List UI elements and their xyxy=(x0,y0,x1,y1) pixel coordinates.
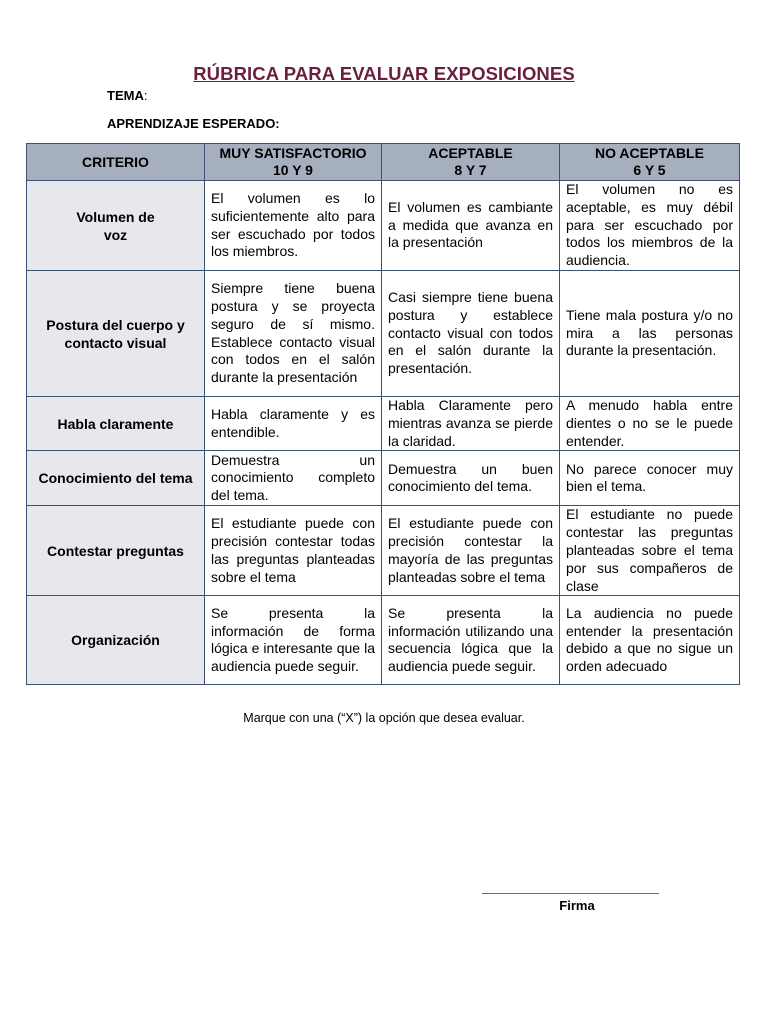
rubric-table xyxy=(26,143,740,685)
table-row xyxy=(27,596,740,685)
header-criterio: CRITERIO xyxy=(27,144,205,181)
aceptable-cell: Demuestra un buen conocimiento del tema. xyxy=(382,451,560,506)
aceptable-cell: El volumen es cambiante a medida que avanza en la presentación xyxy=(382,181,560,271)
aceptable-cell: Se presenta la información utilizando una secuencia lógica que la audiencia puede seguir. xyxy=(382,596,560,685)
criterio-cell: Contestar preguntas xyxy=(27,506,205,596)
page-title: RÚBRICA PARA EVALUAR EXPOSICIONES xyxy=(193,63,575,84)
instruction-note: Marque con una (“X”) la opción que desea evaluar. xyxy=(243,711,525,725)
signature-label: Firma xyxy=(559,898,595,913)
signature-line xyxy=(482,893,659,894)
muy-satisfactorio-cell: Se presenta la información de forma lógica e interesante que la audiencia puede seguir. xyxy=(205,596,382,685)
criterio-cell: Conocimiento del tema xyxy=(27,451,205,506)
header-row xyxy=(27,144,740,181)
no-aceptable-cell: El estudiante no puede contestar las preguntas planteadas sobre el tema por sus compañeros de clase xyxy=(560,506,740,596)
criterio-cell: Postura del cuerpo y contacto visual xyxy=(27,271,205,397)
no-aceptable-cell: La audiencia no puede entender la presentación debido a que no sigue un orden adecuado xyxy=(560,596,740,685)
table-row xyxy=(27,397,740,451)
table-row xyxy=(27,181,740,271)
aceptable-cell: Casi siempre tiene buena postura y establece contacto visual con todos en el salón durante la presentación. xyxy=(382,271,560,397)
criterio-cell: Habla claramente xyxy=(27,397,205,451)
aprendizaje-line xyxy=(107,116,280,131)
muy-satisfactorio-cell: Siempre tiene buena postura y se proyecta seguro de sí mismo. Establece contacto visual con todos en el salón durante la presentación xyxy=(205,271,382,397)
tema-label: TEMA xyxy=(107,88,144,103)
header-aceptable: ACEPTABLE 8 Y 7 xyxy=(382,144,560,181)
criterio-cell: Organización xyxy=(27,596,205,685)
header-no-aceptable: NO ACEPTABLE 6 Y 5 xyxy=(560,144,740,181)
tema-colon: : xyxy=(143,88,148,103)
aceptable-cell: Habla Claramente pero mientras avanza se pierde la claridad. xyxy=(382,397,560,451)
header-muy-satisfactorio: MUY SATISFACTORIO 10 Y 9 xyxy=(205,144,382,181)
no-aceptable-cell: No parece conocer muy bien el tema. xyxy=(560,451,740,506)
aceptable-cell: El estudiante puede con precisión contestar la mayoría de las preguntas planteadas sobre el tema xyxy=(382,506,560,596)
tema-line xyxy=(107,88,147,103)
muy-satisfactorio-cell: El estudiante puede con precisión contestar todas las preguntas planteadas sobre el tema xyxy=(205,506,382,596)
muy-satisfactorio-cell: Demuestra un conocimiento completo del tema. xyxy=(205,451,382,506)
criterio-cell: Volumen de voz xyxy=(27,181,205,271)
aprendizaje-label: APRENDIZAJE ESPERADO: xyxy=(107,116,280,131)
muy-satisfactorio-cell: Habla claramente y es entendible. xyxy=(205,397,382,451)
table-row xyxy=(27,506,740,596)
no-aceptable-cell: Tiene mala postura y/o no mira a las personas durante la presentación. xyxy=(560,271,740,397)
table-row xyxy=(27,451,740,506)
table-row xyxy=(27,271,740,397)
no-aceptable-cell: A menudo habla entre dientes o no se le puede entender. xyxy=(560,397,740,451)
no-aceptable-cell: El volumen no es aceptable, es muy débil para ser escuchado por todos los miembros de la audiencia. xyxy=(560,181,740,271)
muy-satisfactorio-cell: El volumen es lo suficientemente alto para ser escuchado por todos los miembros. xyxy=(205,181,382,271)
